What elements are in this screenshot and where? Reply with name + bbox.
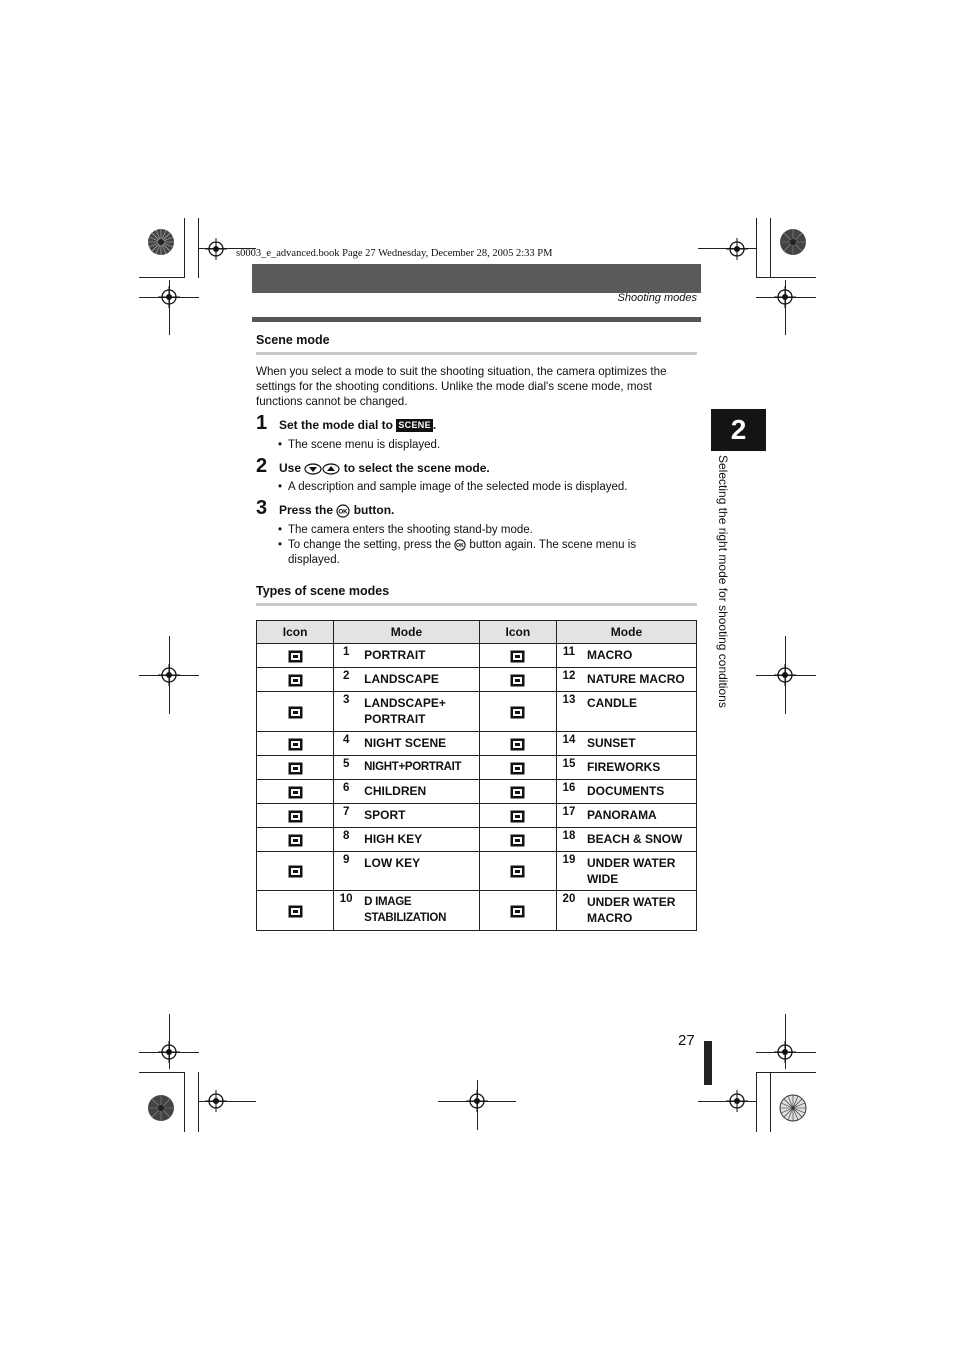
column-header-icon: Icon (479, 621, 556, 644)
mode-number: 3 (342, 694, 350, 706)
night-scene-icon (288, 738, 303, 751)
image-stabilization-icon (288, 905, 303, 918)
step-instruction: Use to select the scene mode. (279, 461, 490, 475)
icon-cell (257, 644, 334, 668)
registration-mark-icon (158, 1041, 180, 1063)
registration-mark-icon (205, 1090, 227, 1112)
mode-number: 19 (562, 854, 576, 866)
mode-cell (556, 692, 696, 732)
panorama-icon (510, 810, 525, 823)
fireworks-icon (510, 762, 525, 775)
scene-modes-table (256, 620, 697, 931)
color-bar-burst-icon (147, 1094, 175, 1122)
candle-icon (510, 706, 525, 719)
mode-cell (556, 891, 696, 931)
table-row (257, 668, 697, 692)
mode-number: 14 (562, 734, 576, 746)
table-row (257, 780, 697, 804)
icon-cell (257, 668, 334, 692)
mode-label: PANORAMA (586, 808, 657, 822)
mode-cell (556, 668, 696, 692)
step-3-note-2: • To change the setting, press the OK button again. The scene menu is displayed. (278, 538, 688, 568)
table-row (257, 732, 697, 756)
mode-label: D IMAGE STABILIZATION (364, 896, 447, 924)
mode-number: 1 (342, 646, 350, 658)
icon-cell (257, 804, 334, 828)
step-2-note: • A description and sample image of the selected mode is displayed. (278, 480, 688, 495)
chapter-title: Shooting modes (617, 292, 697, 304)
color-bar-burst-icon (147, 228, 175, 256)
mode-number: 15 (562, 758, 576, 770)
table-row (257, 804, 697, 828)
mode-cell (334, 891, 480, 931)
mode-number: 6 (342, 782, 350, 794)
night-portrait-icon (288, 762, 303, 775)
section-heading-types: Types of scene modes (256, 584, 390, 598)
icon-cell (257, 852, 334, 891)
mode-label: LANDSCAPE (364, 672, 439, 686)
mode-label: CANDLE (586, 696, 637, 710)
registration-mark-icon (158, 286, 180, 308)
icon-cell (257, 828, 334, 852)
ok-button-icon (336, 504, 350, 518)
mode-label: UNDER WATER MACRO (586, 895, 676, 925)
svg-text:OK: OK (456, 543, 465, 550)
svg-text:OK: OK (338, 509, 348, 516)
mode-number: 13 (562, 694, 576, 706)
mode-number: 5 (342, 758, 350, 770)
column-header-icon: Icon (257, 621, 334, 644)
header-band (252, 264, 701, 293)
mode-number: 2 (342, 670, 350, 682)
column-header-mode: Mode (556, 621, 696, 644)
mode-label: LOW KEY (364, 856, 421, 870)
scene-mode-dial-icon: SCENE (398, 420, 431, 431)
mode-cell (334, 668, 480, 692)
icon-cell (479, 644, 556, 668)
sunset-icon (510, 738, 525, 751)
table-row (257, 692, 697, 732)
mode-cell (334, 756, 480, 780)
low-key-icon (288, 865, 303, 878)
step-1-note: • The scene menu is displayed. (278, 438, 688, 453)
mode-label: MACRO (586, 648, 633, 662)
mode-cell (334, 804, 480, 828)
chapter-side-title: Selecting the right mode for shooting conditions (716, 455, 730, 708)
high-key-icon (288, 834, 303, 847)
page-number: 27 (678, 1032, 695, 1049)
mode-cell (556, 780, 696, 804)
registration-mark-icon (726, 238, 748, 260)
landscape-icon (288, 674, 303, 687)
mode-number: 9 (342, 854, 350, 866)
step-number: 2 (256, 455, 268, 477)
mode-number: 16 (562, 782, 576, 794)
mode-cell (334, 732, 480, 756)
step-number: 3 (256, 497, 268, 519)
mode-label: NIGHT SCENE (364, 736, 447, 750)
header-rule (252, 317, 701, 322)
mode-cell (556, 828, 696, 852)
mode-label: SUNSET (586, 736, 636, 750)
mode-label: LANDSCAPE+ PORTRAIT (364, 696, 446, 726)
section-rule (256, 352, 697, 355)
registration-mark-icon (205, 238, 227, 260)
mode-cell (334, 780, 480, 804)
step-number: 1 (256, 412, 268, 434)
icon-cell (479, 732, 556, 756)
step-instruction: Press the OK button. (279, 503, 395, 517)
mode-number: 12 (562, 670, 576, 682)
chapter-number-tab: 2 (711, 409, 766, 451)
mode-number: 11 (562, 646, 576, 658)
mode-number: 10 (339, 893, 353, 905)
mode-number: 7 (342, 806, 350, 818)
mode-number: 4 (342, 734, 350, 746)
icon-cell (257, 692, 334, 732)
table-row (257, 756, 697, 780)
mode-label: CHILDREN (364, 784, 427, 798)
color-bar-burst-icon (779, 1094, 807, 1122)
registration-mark-icon (158, 664, 180, 686)
page-number-bar (704, 1041, 712, 1085)
ok-button-icon (454, 539, 466, 551)
icon-cell (479, 804, 556, 828)
mode-label: FIREWORKS (586, 760, 661, 774)
nature-macro-icon (510, 674, 525, 687)
beach-snow-icon (510, 834, 525, 847)
mode-cell (556, 756, 696, 780)
icon-cell (257, 732, 334, 756)
portrait-icon (288, 650, 303, 663)
mode-cell (556, 732, 696, 756)
icon-cell (257, 780, 334, 804)
registration-mark-icon (726, 1090, 748, 1112)
macro-icon (510, 650, 525, 663)
mode-number: 17 (562, 806, 576, 818)
step-3-note-1: • The camera enters the shooting stand-by mode. (278, 523, 688, 538)
documents-icon (510, 786, 525, 799)
mode-label: PORTRAIT (364, 648, 426, 662)
icon-cell (479, 891, 556, 931)
mode-number: 18 (562, 830, 576, 842)
section-heading-scene-mode: Scene mode (256, 333, 330, 347)
children-icon (288, 786, 303, 799)
mode-cell (556, 644, 696, 668)
icon-cell (479, 852, 556, 891)
table-row (257, 891, 697, 931)
arrow-pad-up-down-icon (304, 463, 340, 475)
mode-cell (556, 804, 696, 828)
table-row (257, 852, 697, 891)
step-instruction: Set the mode dial to SCENE . (279, 418, 437, 432)
mode-label: SPORT (364, 808, 406, 822)
mode-cell (334, 828, 480, 852)
icon-cell (257, 891, 334, 931)
icon-cell (479, 780, 556, 804)
mode-label: UNDER WATER WIDE (586, 856, 676, 886)
icon-cell (479, 756, 556, 780)
mode-label: DOCUMENTS (586, 784, 665, 798)
book-header: s0003_e_advanced.book Page 27 Wednesday, December 28, 2005 2:33 PM (236, 248, 553, 259)
table-row (257, 644, 697, 668)
table-row (257, 828, 697, 852)
mode-cell (334, 692, 480, 732)
mode-cell (556, 852, 696, 891)
section-rule (256, 603, 697, 606)
mode-label: NIGHT+PORTRAIT (364, 761, 462, 773)
color-bar-burst-icon (779, 228, 807, 256)
intro-paragraph: When you select a mode to suit the shooting situation, the camera optimizes the settings for the shooting conditions. Unlike the mode dial's scene mode, most functions cannot be changed. (256, 365, 667, 409)
registration-mark-icon (774, 664, 796, 686)
mode-label: HIGH KEY (364, 832, 423, 846)
mode-cell (334, 852, 480, 891)
registration-mark-icon (774, 286, 796, 308)
icon-cell (479, 668, 556, 692)
underwater-wide-icon (510, 865, 525, 878)
sport-icon (288, 810, 303, 823)
mode-cell (334, 644, 480, 668)
registration-mark-icon (466, 1090, 488, 1112)
icon-cell (257, 756, 334, 780)
registration-mark-icon (774, 1041, 796, 1063)
underwater-macro-icon (510, 905, 525, 918)
column-header-mode: Mode (334, 621, 480, 644)
mode-number: 20 (562, 893, 576, 905)
landscape-portrait-icon (288, 706, 303, 719)
icon-cell (479, 692, 556, 732)
mode-label: BEACH & SNOW (586, 832, 683, 846)
mode-label: NATURE MACRO (586, 672, 685, 686)
mode-number: 8 (342, 830, 350, 842)
icon-cell (479, 828, 556, 852)
